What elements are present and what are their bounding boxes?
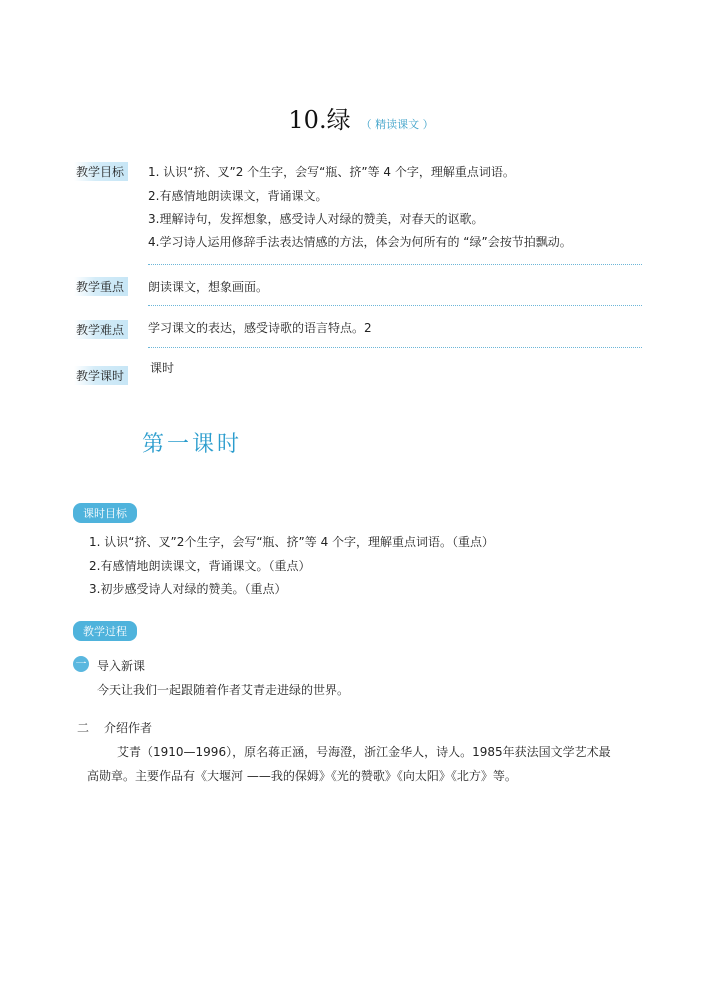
- teaching-goal-3: 3.理解诗句，发挥想象，感受诗人对绿的赞美，对春天的讴歌。: [148, 212, 484, 226]
- teaching-goals-label: 教学目标: [74, 162, 128, 181]
- teaching-process-pill: 教学过程: [73, 621, 137, 641]
- step-1-title: 导入新课: [97, 659, 146, 673]
- page-title: [0, 100, 722, 135]
- teaching-goal-2: 2.有感情地朗读课文，背诵课文。: [148, 189, 328, 203]
- lesson-goal-2: 2.有感情地朗读课文，背诵课文。（重点）: [89, 559, 311, 573]
- class-hours-label: 教学课时: [74, 366, 128, 385]
- difficult-points-text: 学习课文的表达，感受诗歌的语言特点。2: [148, 321, 372, 335]
- lesson-goal-3: 3.初步感受诗人对绿的赞美。（重点）: [89, 582, 287, 596]
- author-bio-line-2: 高勋章。主要作品有《大堰河 ——我的保姆》《光的赞歌》《向太阳》《北方》等。: [87, 769, 517, 783]
- teaching-goal-1: 1. 认识“挤、叉”2 个生字，会写“瓶、挤”等 4 个字，理解重点词语。: [148, 165, 515, 179]
- lesson-title: 10.绿: [288, 106, 351, 134]
- key-points-label: 教学重点: [74, 277, 128, 296]
- lesson-goal-1: 1. 认识“挤、叉”2个生字，会写“瓶、挤”等 4 个字，理解重点词语。（重点）: [89, 535, 495, 549]
- teaching-goal-4: 4.学习诗人运用修辞手法表达情感的方法，体会为何所有的 “绿”会按节拍飘动。: [148, 235, 572, 249]
- step-1-text: 今天让我们一起跟随着作者艾青走进绿的世界。: [97, 683, 350, 697]
- step-2-title: 介绍作者: [104, 721, 153, 735]
- key-points-text: 朗读课文，想象画面。: [148, 280, 269, 294]
- step-number-badge: 一: [73, 656, 89, 672]
- difficult-points-label: 教学难点: [74, 320, 128, 339]
- author-bio-line-1: 艾青（1910—1996），原名蒋正涵，号海澄，浙江金华人，诗人。1985年获法国文学艺术最: [117, 745, 611, 759]
- lesson-type: （ 精读课文 ）: [360, 118, 434, 131]
- class-hours-text: 课时: [150, 361, 175, 375]
- first-lesson-heading: 第一课时: [142, 432, 243, 457]
- divider: [148, 347, 642, 348]
- lesson-goals-pill: 课时目标: [73, 503, 137, 523]
- step-2-number: 二: [77, 721, 90, 735]
- divider: [148, 305, 642, 306]
- divider: [148, 264, 642, 265]
